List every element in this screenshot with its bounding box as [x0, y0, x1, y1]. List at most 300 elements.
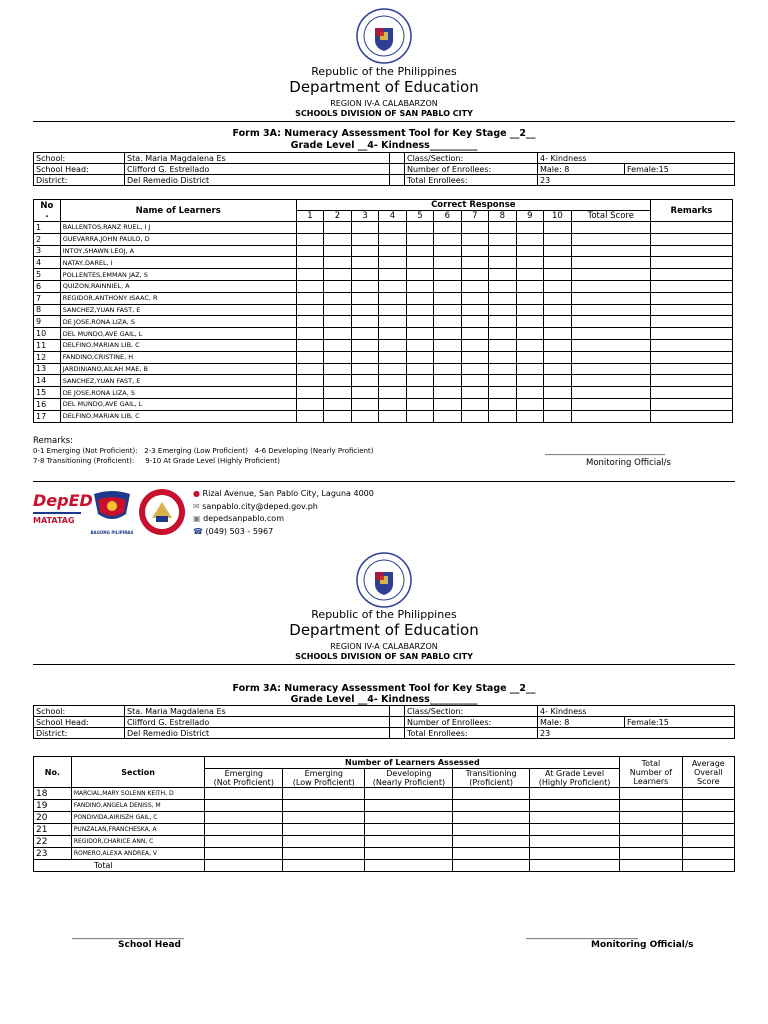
score-cell[interactable] [461, 339, 488, 351]
score-cell[interactable] [351, 245, 378, 257]
count-cell[interactable] [682, 824, 734, 836]
score-cell[interactable] [516, 387, 543, 399]
score-cell[interactable] [324, 410, 351, 422]
score-cell[interactable] [324, 363, 351, 375]
score-cell[interactable] [489, 387, 516, 399]
count-cell[interactable] [283, 848, 365, 860]
score-cell[interactable] [296, 410, 323, 422]
learner-no: 14 [34, 375, 61, 387]
remarks-cell[interactable] [650, 375, 732, 387]
remarks-cell[interactable] [650, 328, 732, 340]
score-cell[interactable] [461, 398, 488, 410]
score-cell[interactable] [516, 398, 543, 410]
score-cell[interactable] [544, 316, 572, 328]
count-cell[interactable] [682, 812, 734, 824]
score-cell[interactable] [351, 375, 378, 387]
score-cell[interactable] [516, 245, 543, 257]
score-cell[interactable] [324, 257, 351, 269]
score-cell[interactable] [489, 339, 516, 351]
score-cell[interactable] [296, 292, 323, 304]
score-cell[interactable] [434, 233, 461, 245]
score-cell[interactable] [406, 387, 433, 399]
score-cell[interactable] [351, 387, 378, 399]
score-cell[interactable] [461, 316, 488, 328]
score-cell[interactable] [406, 233, 433, 245]
remarks-cell[interactable] [650, 257, 732, 269]
total-cell[interactable] [365, 860, 453, 872]
learner-no: 5 [34, 269, 61, 281]
score-cell[interactable] [516, 328, 543, 340]
score-cell[interactable] [406, 222, 433, 234]
score-cell[interactable] [324, 316, 351, 328]
total-score-cell[interactable] [571, 304, 650, 316]
score-cell[interactable] [434, 387, 461, 399]
score-cell[interactable] [544, 375, 572, 387]
total-score-cell[interactable] [571, 257, 650, 269]
score-cell[interactable] [324, 304, 351, 316]
score-cell[interactable] [516, 316, 543, 328]
score-cell[interactable] [434, 292, 461, 304]
count-cell[interactable] [453, 812, 529, 824]
count-cell[interactable] [682, 836, 734, 848]
total-score-cell[interactable] [571, 398, 650, 410]
score-cell[interactable] [296, 363, 323, 375]
count-cell[interactable] [453, 800, 529, 812]
learner-no: 10 [34, 328, 61, 340]
score-cell[interactable] [351, 269, 378, 281]
score-cell[interactable] [516, 304, 543, 316]
count-cell[interactable] [283, 788, 365, 800]
count-cell[interactable] [453, 848, 529, 860]
score-cell[interactable] [461, 328, 488, 340]
score-cell[interactable] [379, 304, 406, 316]
score-cell[interactable] [324, 233, 351, 245]
count-cell[interactable] [529, 788, 619, 800]
score-cell[interactable] [489, 245, 516, 257]
section-no: 21 [34, 824, 72, 836]
score-cell[interactable] [434, 304, 461, 316]
score-cell[interactable] [379, 398, 406, 410]
count-cell[interactable] [365, 812, 453, 824]
score-cell[interactable] [461, 280, 488, 292]
score-cell[interactable] [489, 375, 516, 387]
total-learners-header: Total Number of Learners [620, 757, 682, 788]
score-cell[interactable] [379, 410, 406, 422]
score-cell[interactable] [434, 269, 461, 281]
score-cell[interactable] [296, 245, 323, 257]
score-cell[interactable] [406, 257, 433, 269]
score-cell[interactable] [406, 269, 433, 281]
score-cell[interactable] [489, 222, 516, 234]
remarks-cell[interactable] [650, 292, 732, 304]
score-cell[interactable] [296, 375, 323, 387]
score-cell[interactable] [489, 410, 516, 422]
score-cell[interactable] [379, 245, 406, 257]
remarks-cell[interactable] [650, 339, 732, 351]
score-cell[interactable] [516, 339, 543, 351]
score-cell[interactable] [461, 410, 488, 422]
count-cell[interactable] [365, 848, 453, 860]
department-title-2: Department of Education [289, 621, 479, 639]
score-cell[interactable] [489, 292, 516, 304]
remarks-cell[interactable] [650, 280, 732, 292]
score-cell[interactable] [461, 222, 488, 234]
score-cell[interactable] [406, 328, 433, 340]
learner-name: FANDINO,CRISTINE, H [60, 351, 296, 363]
count-cell[interactable] [529, 812, 619, 824]
learner-row [34, 245, 733, 257]
count-cell[interactable] [205, 848, 283, 860]
count-cell[interactable] [529, 836, 619, 848]
count-cell[interactable] [365, 824, 453, 836]
facebook-text[interactable]: depedsanpablo.com [203, 514, 284, 523]
total-score-cell[interactable] [571, 292, 650, 304]
score-cell[interactable] [351, 410, 378, 422]
count-cell[interactable] [682, 800, 734, 812]
score-cell[interactable] [379, 339, 406, 351]
count-cell[interactable] [205, 836, 283, 848]
score-cell[interactable] [324, 375, 351, 387]
no-header: No . [34, 200, 61, 222]
remarks-cell[interactable] [650, 245, 732, 257]
count-cell[interactable] [620, 836, 682, 848]
score-cell[interactable] [516, 233, 543, 245]
school-info-table [33, 152, 735, 186]
score-cell[interactable] [296, 280, 323, 292]
section-name: ROMERO,ALEXA ANDREA, V [71, 848, 205, 860]
score-cell[interactable] [461, 375, 488, 387]
score-cell[interactable] [324, 245, 351, 257]
school-label: School: [34, 153, 125, 164]
total-cell[interactable] [283, 860, 365, 872]
score-cell[interactable] [461, 269, 488, 281]
count-cell[interactable] [529, 800, 619, 812]
learner-row [34, 351, 733, 363]
learner-row [34, 398, 733, 410]
score-cell[interactable] [461, 245, 488, 257]
score-cell[interactable] [351, 316, 378, 328]
score-cell[interactable] [351, 280, 378, 292]
score-cell[interactable] [379, 363, 406, 375]
score-cell[interactable] [406, 410, 433, 422]
score-cell[interactable] [489, 304, 516, 316]
total-score-cell[interactable] [571, 245, 650, 257]
score-cell[interactable] [516, 280, 543, 292]
score-cell[interactable] [434, 339, 461, 351]
score-cell[interactable] [461, 363, 488, 375]
total-cell[interactable] [205, 860, 283, 872]
score-cell[interactable] [489, 269, 516, 281]
total-cell[interactable] [529, 860, 619, 872]
score-cell[interactable] [544, 269, 572, 281]
score-cell[interactable] [379, 280, 406, 292]
total-score-cell[interactable] [571, 280, 650, 292]
score-cell[interactable] [406, 398, 433, 410]
division-text-2: SCHOOLS DIVISION OF SAN PABLO CITY [295, 652, 473, 661]
score-col-header: 2 [324, 211, 351, 222]
total-score-cell[interactable] [571, 222, 650, 234]
score-cell[interactable] [516, 222, 543, 234]
score-cell[interactable] [434, 398, 461, 410]
count-cell[interactable] [283, 800, 365, 812]
total-score-cell[interactable] [571, 410, 650, 422]
count-cell[interactable] [453, 788, 529, 800]
count-cell[interactable] [283, 812, 365, 824]
score-cell[interactable] [324, 351, 351, 363]
score-cell[interactable] [406, 292, 433, 304]
score-cell[interactable] [516, 410, 543, 422]
score-cell[interactable] [434, 280, 461, 292]
score-cell[interactable] [351, 257, 378, 269]
remarks-cell[interactable] [650, 387, 732, 399]
score-cell[interactable] [296, 233, 323, 245]
learner-no: 11 [34, 339, 61, 351]
score-cell[interactable] [489, 233, 516, 245]
score-cell[interactable] [379, 351, 406, 363]
score-cell[interactable] [489, 316, 516, 328]
learner-name: DEL MUNDO,AVE GAIL, L [60, 398, 296, 410]
no-header-2: No. [34, 757, 72, 788]
total-score-cell[interactable] [571, 351, 650, 363]
total-score-cell[interactable] [571, 233, 650, 245]
learner-row [34, 280, 733, 292]
score-cell[interactable] [434, 375, 461, 387]
total-cell[interactable] [682, 860, 734, 872]
count-cell[interactable] [453, 824, 529, 836]
score-cell[interactable] [351, 351, 378, 363]
count-cell[interactable] [620, 788, 682, 800]
email-text[interactable]: sanpablo.city@deped.gov.ph [202, 501, 318, 511]
score-cell[interactable] [544, 222, 572, 234]
count-cell[interactable] [365, 788, 453, 800]
score-cell[interactable] [324, 328, 351, 340]
count-cell[interactable] [453, 836, 529, 848]
learner-no: 12 [34, 351, 61, 363]
score-cell[interactable] [324, 280, 351, 292]
total-score-cell[interactable] [571, 269, 650, 281]
score-cell[interactable] [324, 387, 351, 399]
score-cell[interactable] [434, 316, 461, 328]
score-cell[interactable] [489, 280, 516, 292]
score-cell[interactable] [434, 410, 461, 422]
score-cell[interactable] [379, 292, 406, 304]
count-cell[interactable] [283, 836, 365, 848]
score-cell[interactable] [379, 233, 406, 245]
score-cell[interactable] [406, 245, 433, 257]
score-cell[interactable] [434, 351, 461, 363]
score-cell[interactable] [516, 292, 543, 304]
score-cell[interactable] [296, 222, 323, 234]
score-cell[interactable] [516, 257, 543, 269]
remarks-header: Remarks [650, 200, 732, 222]
score-cell[interactable] [461, 387, 488, 399]
remarks-cell[interactable] [650, 410, 732, 422]
learner-no: 2 [34, 233, 61, 245]
learner-name: DELFINO,MARIAN LIB, C [60, 410, 296, 422]
score-cell[interactable] [461, 292, 488, 304]
score-cell[interactable] [434, 245, 461, 257]
district-label: District: [34, 175, 125, 186]
score-cell[interactable] [544, 339, 572, 351]
count-cell[interactable] [529, 824, 619, 836]
remarks-cell[interactable] [650, 316, 732, 328]
score-cell[interactable] [434, 363, 461, 375]
district-value-2: Del Remedio District [125, 728, 390, 739]
female-count-2: Female:15 [625, 717, 735, 728]
score-cell[interactable] [379, 257, 406, 269]
score-cell[interactable] [489, 363, 516, 375]
score-cell[interactable] [489, 328, 516, 340]
score-cell[interactable] [351, 233, 378, 245]
score-cell[interactable] [379, 375, 406, 387]
score-cell[interactable] [379, 269, 406, 281]
school-label-2: School: [34, 706, 125, 717]
score-cell[interactable] [351, 363, 378, 375]
score-cell[interactable] [406, 363, 433, 375]
score-cell[interactable] [489, 257, 516, 269]
score-cell[interactable] [351, 339, 378, 351]
count-cell[interactable] [529, 848, 619, 860]
score-cell[interactable] [461, 233, 488, 245]
score-cell[interactable] [379, 316, 406, 328]
score-cell[interactable] [296, 351, 323, 363]
score-cell[interactable] [434, 257, 461, 269]
score-col-header: 10 [544, 211, 572, 222]
score-cell[interactable] [296, 269, 323, 281]
enrollees-label: Number of Enrollees: [405, 164, 538, 175]
score-cell[interactable] [516, 363, 543, 375]
score-cell[interactable] [544, 280, 572, 292]
score-cell[interactable] [544, 363, 572, 375]
remarks-cell[interactable] [650, 363, 732, 375]
learner-name: GUEVARRA,JOHN PAULO, D [60, 233, 296, 245]
score-cell[interactable] [379, 328, 406, 340]
score-cell[interactable] [434, 328, 461, 340]
score-cell[interactable] [461, 304, 488, 316]
remarks-cell[interactable] [650, 233, 732, 245]
score-cell[interactable] [351, 222, 378, 234]
count-cell[interactable] [205, 788, 283, 800]
score-cell[interactable] [296, 304, 323, 316]
score-cell[interactable] [489, 398, 516, 410]
total-score-cell[interactable] [571, 316, 650, 328]
score-cell[interactable] [461, 257, 488, 269]
learner-no: 7 [34, 292, 61, 304]
score-cell[interactable] [324, 269, 351, 281]
count-cell[interactable] [283, 824, 365, 836]
score-cell[interactable] [324, 292, 351, 304]
total-score-cell[interactable] [571, 339, 650, 351]
score-cell[interactable] [296, 316, 323, 328]
republic-text-2: Republic of the Philippines [311, 608, 457, 621]
count-cell[interactable] [682, 788, 734, 800]
score-cell[interactable] [324, 339, 351, 351]
female-count: Female:15 [625, 164, 735, 175]
score-cell[interactable] [406, 316, 433, 328]
score-cell[interactable] [406, 375, 433, 387]
total-cell[interactable] [453, 860, 529, 872]
score-cell[interactable] [544, 387, 572, 399]
count-cell[interactable] [365, 836, 453, 848]
score-cell[interactable] [351, 328, 378, 340]
count-cell[interactable] [620, 812, 682, 824]
score-cell[interactable] [516, 269, 543, 281]
learner-name: BALLENTOS,RANZ RUEL, I J [60, 222, 296, 234]
total-score-cell[interactable] [571, 328, 650, 340]
remarks-cell[interactable] [650, 351, 732, 363]
score-cell[interactable] [544, 245, 572, 257]
count-cell[interactable] [682, 848, 734, 860]
score-cell[interactable] [489, 351, 516, 363]
name-header: Name of Learners [60, 200, 296, 222]
score-cell[interactable] [406, 351, 433, 363]
total-score-cell[interactable] [571, 375, 650, 387]
score-cell[interactable] [544, 398, 572, 410]
score-cell[interactable] [544, 328, 572, 340]
score-cell[interactable] [324, 398, 351, 410]
score-cell[interactable] [434, 222, 461, 234]
score-cell[interactable] [296, 328, 323, 340]
score-cell[interactable] [544, 304, 572, 316]
count-cell[interactable] [620, 848, 682, 860]
score-cell[interactable] [296, 339, 323, 351]
score-cell[interactable] [351, 304, 378, 316]
score-cell[interactable] [544, 410, 572, 422]
remarks-cell[interactable] [650, 398, 732, 410]
score-cell[interactable] [406, 304, 433, 316]
score-cell[interactable] [544, 233, 572, 245]
score-cell[interactable] [296, 387, 323, 399]
score-cell[interactable] [544, 257, 572, 269]
score-cell[interactable] [296, 257, 323, 269]
score-cell[interactable] [516, 351, 543, 363]
learner-no: 1 [34, 222, 61, 234]
score-cell[interactable] [406, 339, 433, 351]
head-label: School Head: [34, 164, 125, 175]
score-cell[interactable] [516, 375, 543, 387]
score-cell[interactable] [324, 222, 351, 234]
score-cell[interactable] [379, 222, 406, 234]
section-row [34, 836, 735, 848]
count-cell[interactable] [205, 824, 283, 836]
deped-logo-text: DepED [33, 491, 93, 510]
remarks-cell[interactable] [650, 269, 732, 281]
remarks-cell[interactable] [650, 222, 732, 234]
score-cell[interactable] [544, 292, 572, 304]
count-cell[interactable] [620, 800, 682, 812]
score-cell[interactable] [351, 398, 378, 410]
score-cell[interactable] [461, 351, 488, 363]
score-cell[interactable] [406, 280, 433, 292]
score-cell[interactable] [351, 292, 378, 304]
learner-no: 9 [34, 316, 61, 328]
remarks-cell[interactable] [650, 304, 732, 316]
school-value: Sta. Maria Magdalena Es [125, 153, 390, 164]
score-cell[interactable] [544, 351, 572, 363]
learner-no: 6 [34, 280, 61, 292]
count-cell[interactable] [205, 800, 283, 812]
section-row [34, 800, 735, 812]
total-score-cell[interactable] [571, 363, 650, 375]
deped-seal-icon-2 [356, 552, 412, 608]
count-cell[interactable] [620, 824, 682, 836]
total-cell[interactable] [620, 860, 682, 872]
total-score-cell[interactable] [571, 387, 650, 399]
score-cell[interactable] [379, 387, 406, 399]
count-cell[interactable] [205, 812, 283, 824]
score-cell[interactable] [296, 398, 323, 410]
count-cell[interactable] [365, 800, 453, 812]
